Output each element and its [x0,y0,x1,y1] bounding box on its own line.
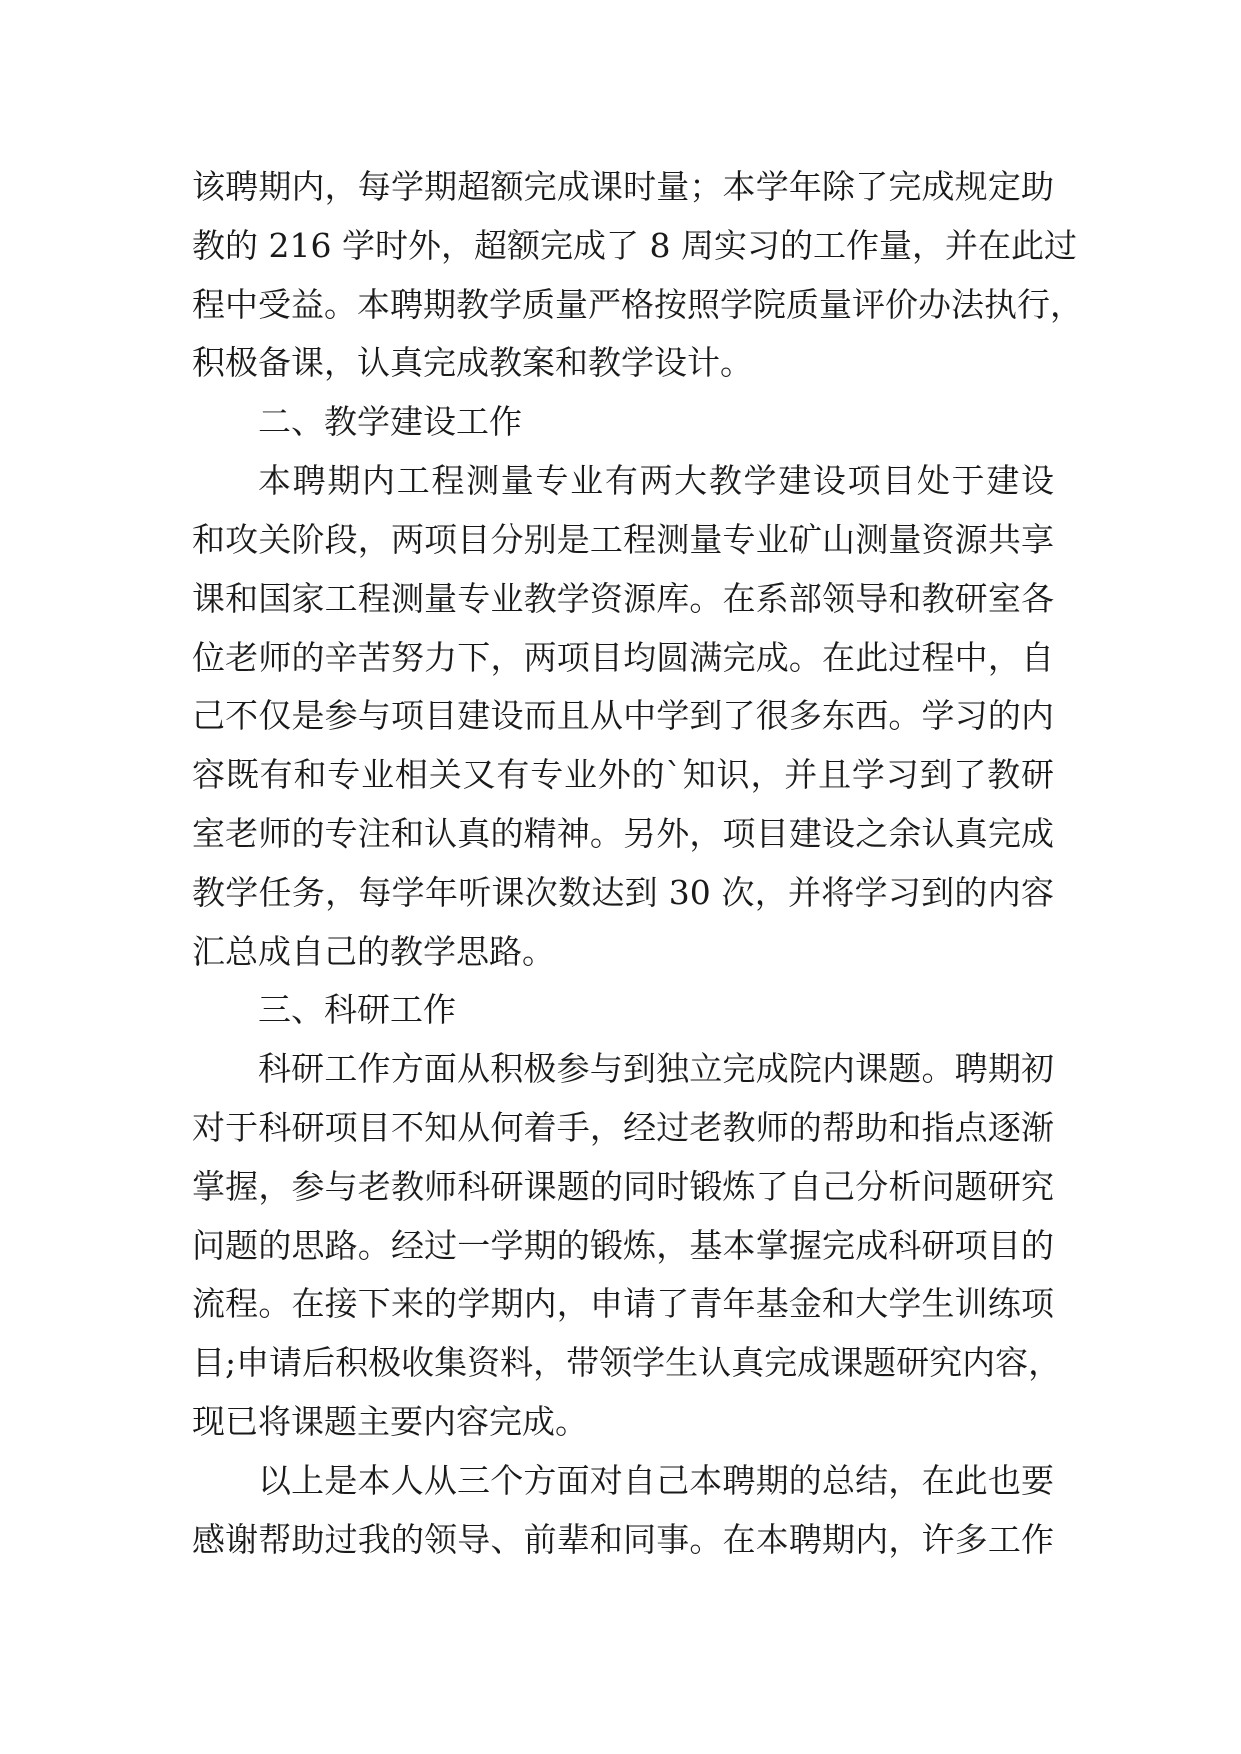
text-line: 和攻关阶段，两项目分别是工程测量专业矿山测量资源共享 [192,520,1054,559]
text-line: 容既有和专业相关又有专业外的`知识，并且学习到了教研 [192,755,1054,794]
text-line: 课和国家工程测量专业教学资源库。在系部领导和教研室各 [192,579,1054,618]
text-line: 掌握，参与老教师科研课题的同时锻炼了自己分析问题研究 [192,1167,1054,1206]
text-line: 目;申请后积极收集资料，带领学生认真完成课题研究内容， [192,1343,1062,1382]
text-line: 流程。在接下来的学期内，申请了青年基金和大学生训练项 [192,1284,1054,1323]
text-line: 该聘期内，每学期超额完成课时量；本学年除了完成规定助 [192,167,1054,206]
text-line: 感谢帮助过我的领导、前辈和同事。在本聘期内，许多工作 [192,1520,1054,1559]
text-line: 室老师的专注和认真的精神。另外，项目建设之余认真完成 [192,814,1054,853]
text-line: 对于科研项目不知从何着手，经过老教师的帮助和指点逐渐 [192,1108,1054,1147]
text-line: 位老师的辛苦努力下，两项目均圆满完成。在此过程中，自 [192,638,1054,677]
section-heading: 三、科研工作 [258,990,456,1029]
text-line: 教学任务，每学年听课次数达到 30 次，并将学习到的内容 [192,873,1054,912]
paragraph-first-line: 以上是本人从三个方面对自己本聘期的总结，在此也要 [258,1461,1054,1500]
text-line: 程中受益。本聘期教学质量严格按照学院质量评价办法执行， [192,285,1083,324]
text-line: 己不仅是参与项目建设而且从中学到了很多东西。学习的内 [192,696,1054,735]
text-line: 积极备课，认真完成教案和教学设计。 [192,343,753,382]
text-line: 教的 216 学时外，超额完成了 8 周实习的工作量，并在此过 [192,226,1077,265]
paragraph-first-line: 科研工作方面从积极参与到独立完成院内课题。聘期初 [258,1049,1054,1088]
paragraph-first-line: 本聘期内工程测量专业有两大教学建设项目处于建设 [258,461,1054,500]
text-line: 问题的思路。经过一学期的锻炼，基本掌握完成科研项目的 [192,1226,1054,1265]
section-heading: 二、教学建设工作 [258,402,522,441]
text-line: 汇总成自己的教学思路。 [192,932,555,971]
text-line: 现已将课题主要内容完成。 [192,1402,588,1441]
